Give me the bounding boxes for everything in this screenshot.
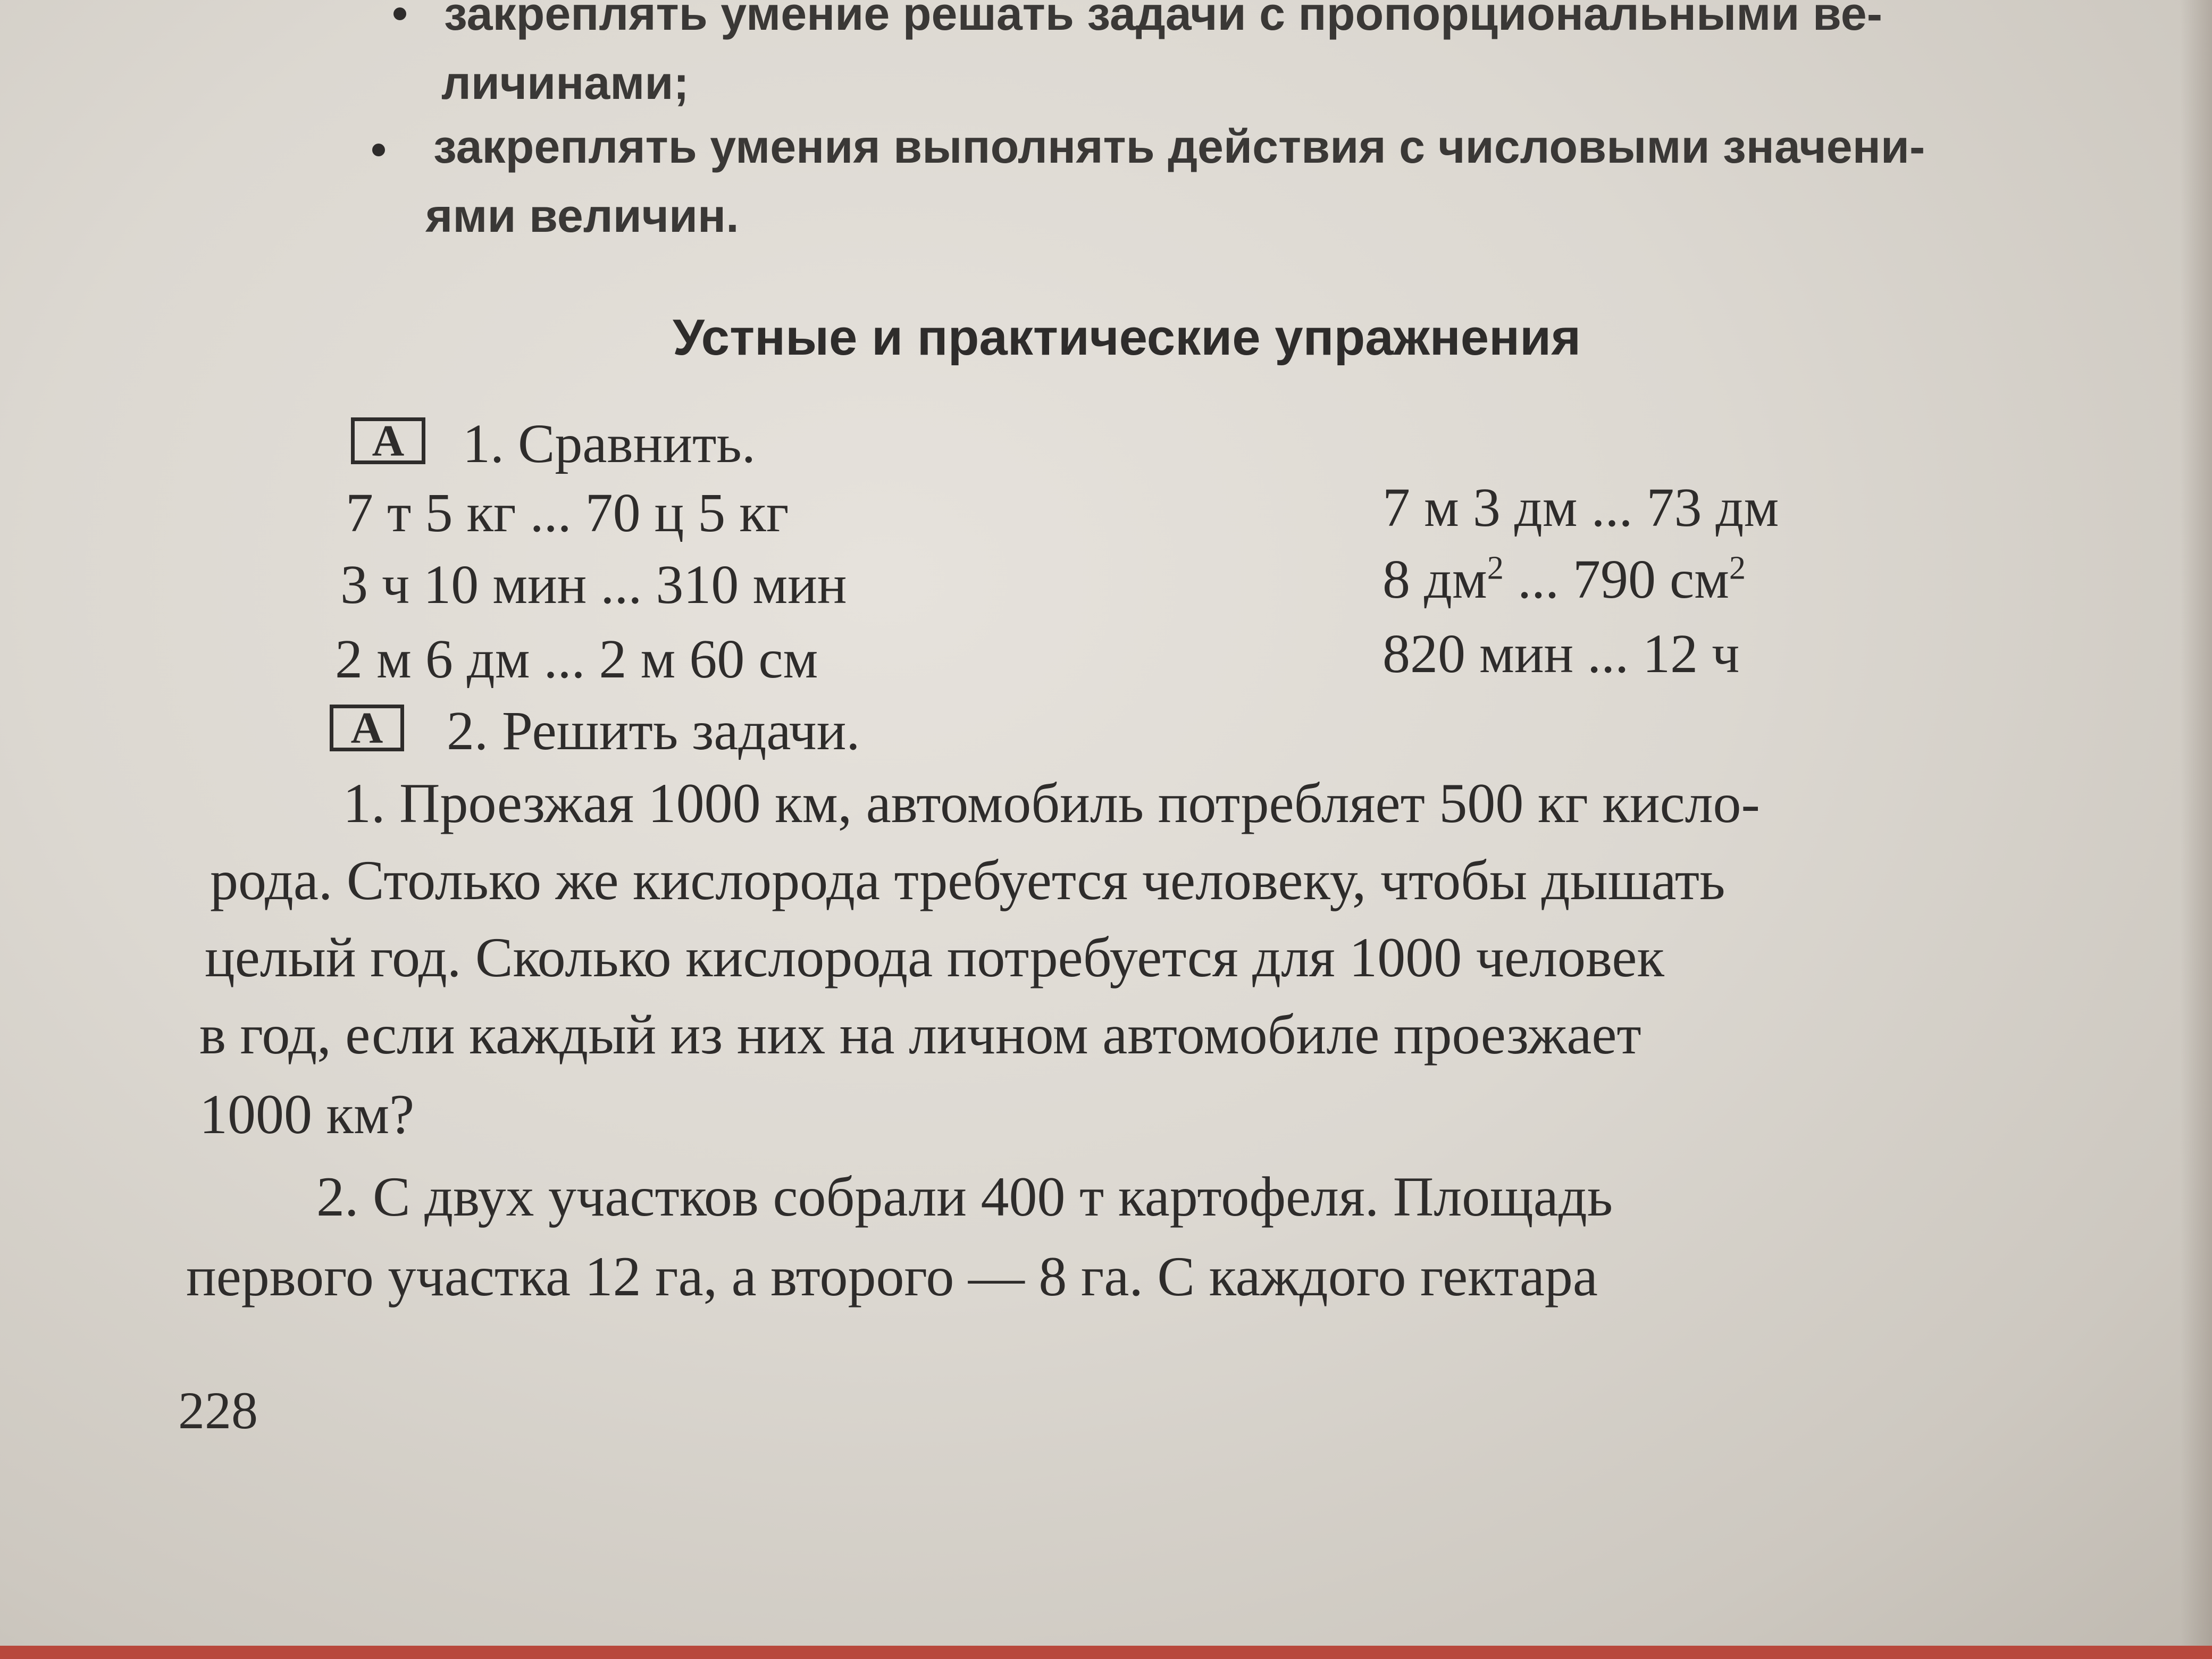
problem-1-line-2: рода. Столько же кислорода требуется человеку, чтобы дышать: [210, 849, 1725, 911]
goal-2-line-1: закреплять умения выполнять действия с числовыми значени-: [433, 120, 1925, 173]
level-a-marker: А: [330, 705, 404, 751]
problem-2-line-1: 2. С двух участков собрали 400 т картофеля. Площадь: [316, 1166, 1613, 1228]
table-surface: [0, 1646, 2212, 1659]
superscript: 2: [1487, 549, 1504, 586]
problem-1-line-5: 1000 км?: [199, 1083, 415, 1145]
compare-right-2: [1382, 548, 1746, 611]
exercise-1-title: 1. Сравнить.: [463, 413, 756, 474]
compare-right-3: 820 мин ... 12 ч: [1382, 623, 1740, 684]
compare-right-1: 7 м 3 дм ... 73 дм: [1382, 477, 1779, 538]
superscript: 2: [1729, 549, 1746, 586]
compare-left-2: 3 ч 10 мин ... 310 мин: [340, 554, 847, 615]
goal-1-line-1: закреплять умение решать задачи с пропорциональными ве-: [444, 0, 1883, 40]
goal-2-line-2: ями величин.: [425, 189, 739, 242]
goal-1-line-2: личинами;: [441, 56, 689, 109]
compare-right-2-part-a: 8 дм: [1382, 549, 1487, 610]
compare-left-1: 7 т 5 кг ... 70 ц 5 кг: [346, 482, 789, 543]
bullet-icon: [372, 144, 385, 156]
compare-left-3: 2 м 6 дм ... 2 м 60 см: [335, 629, 818, 690]
exercise-2-title: 2. Решить задачи.: [447, 700, 860, 761]
page-number: 228: [178, 1381, 258, 1440]
level-a-marker: А: [351, 417, 425, 464]
section-heading: Устные и практические упражнения: [673, 309, 1581, 366]
page-edge-shadow: [2180, 0, 2212, 1659]
problem-1-line-1: 1. Проезжая 1000 км, автомобиль потребляет 500 кг кисло-: [343, 772, 1760, 834]
bullet-icon: [393, 7, 406, 20]
problem-2-line-2: первого участка 12 га, а второго — 8 га. С каждого гектара: [186, 1245, 1598, 1308]
problem-1-line-4: в год, если каждый из них на личном автомобиле проезжает: [199, 1003, 1641, 1066]
compare-right-2-part-b: ... 790 см: [1503, 549, 1729, 610]
problem-1-line-3: целый год. Сколько кислорода потребуется для 1000 человек: [205, 926, 1664, 988]
